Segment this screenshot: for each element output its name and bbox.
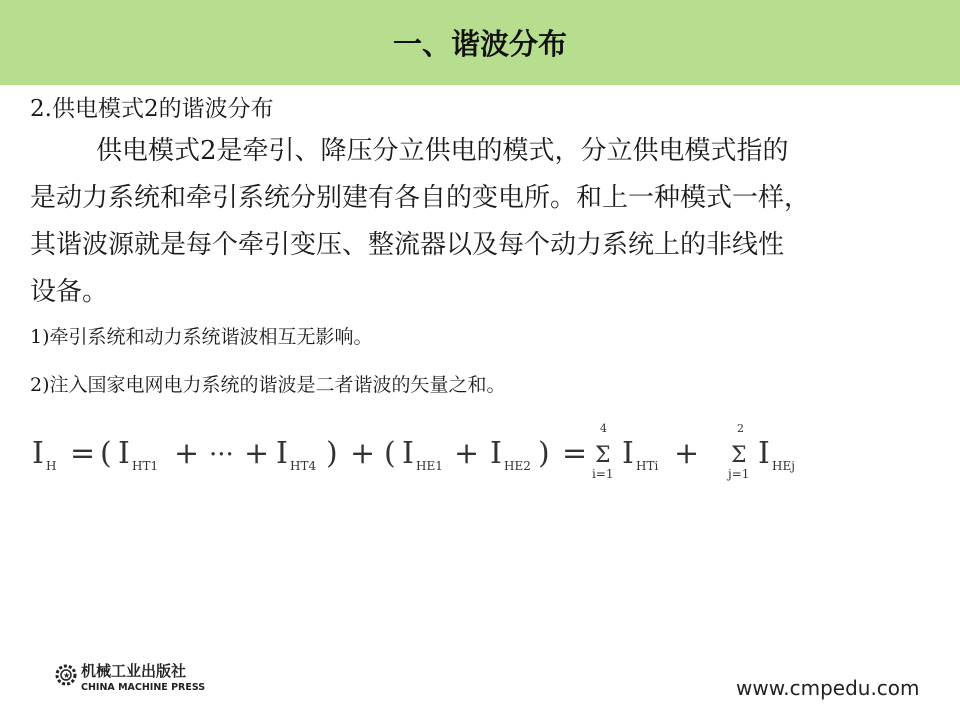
list-item: 2)注入国家电网电力系统的谐波是二者谐波的矢量之和。 bbox=[30, 374, 506, 396]
formula-term: I bbox=[402, 436, 414, 471]
sum-lower-limit: j=1 bbox=[728, 467, 750, 481]
formula-plus: + bbox=[454, 436, 480, 471]
harmonic-sum-formula bbox=[32, 418, 832, 488]
slide-title: 一、谐波分布 bbox=[392, 27, 567, 61]
subheading: 2.供电模式2的谐波分布 bbox=[30, 96, 274, 122]
sigma-symbol: Σ bbox=[595, 443, 611, 468]
sum-upper-limit: 4 bbox=[600, 422, 607, 435]
formula-plus: + bbox=[674, 436, 700, 471]
formula-term: I bbox=[118, 436, 130, 471]
paragraph-line: 供电模式2是牵引、降压分立供电的模式，分立供电模式指的 bbox=[96, 136, 789, 166]
formula-sub: HEj bbox=[772, 459, 795, 473]
formula-sub: HTi bbox=[636, 459, 659, 473]
formula-paren: ) bbox=[326, 436, 338, 471]
sum-upper-limit: 2 bbox=[737, 422, 744, 435]
list-item: 1)牵引系统和动力系统谐波相互无影响。 bbox=[30, 326, 373, 348]
formula-sub: H bbox=[46, 459, 57, 473]
formula-term: I bbox=[758, 436, 770, 471]
formula-plus: + bbox=[244, 436, 270, 471]
paragraph-line: 是动力系统和牵引系统分别建有各自的变电所。和上一种模式一样， bbox=[30, 183, 811, 213]
sum-lower-limit: i=1 bbox=[592, 467, 614, 481]
publisher-name-cn: 机械工业出版社 bbox=[81, 662, 187, 680]
formula-sub: HT4 bbox=[290, 459, 317, 473]
formula-paren: ) bbox=[538, 436, 550, 471]
title-bar bbox=[0, 0, 960, 85]
paragraph-line: 其谐波源就是每个牵引变压、整流器以及每个动力系统上的非线性 bbox=[30, 230, 785, 260]
formula-plus: + bbox=[350, 436, 376, 471]
formula-sub: HT1 bbox=[132, 459, 159, 473]
formula-sub: HE1 bbox=[416, 459, 443, 473]
formula-term: I bbox=[490, 436, 502, 471]
paragraph-line: 设备。 bbox=[30, 277, 109, 307]
formula-paren: ( bbox=[384, 436, 396, 471]
svg-text:★: ★ bbox=[63, 671, 71, 680]
formula-sub: HE2 bbox=[504, 459, 531, 473]
paragraph bbox=[30, 128, 910, 316]
formula-term: I bbox=[622, 436, 634, 471]
sigma-symbol: Σ bbox=[731, 443, 747, 468]
formula-term: I bbox=[276, 436, 288, 471]
formula-paren: ( bbox=[100, 436, 112, 471]
formula-equals: = bbox=[70, 436, 96, 471]
website-url: www.cmpedu.com bbox=[736, 676, 920, 700]
publisher-name-en: CHINA MACHINE PRESS bbox=[81, 682, 206, 693]
gear-icon bbox=[57, 666, 75, 684]
publisher-logo bbox=[55, 660, 225, 694]
formula-plus: + bbox=[174, 436, 200, 471]
formula-lhs: I bbox=[32, 436, 44, 471]
formula-ellipsis: ··· bbox=[209, 440, 234, 470]
formula-equals: = bbox=[562, 436, 588, 471]
